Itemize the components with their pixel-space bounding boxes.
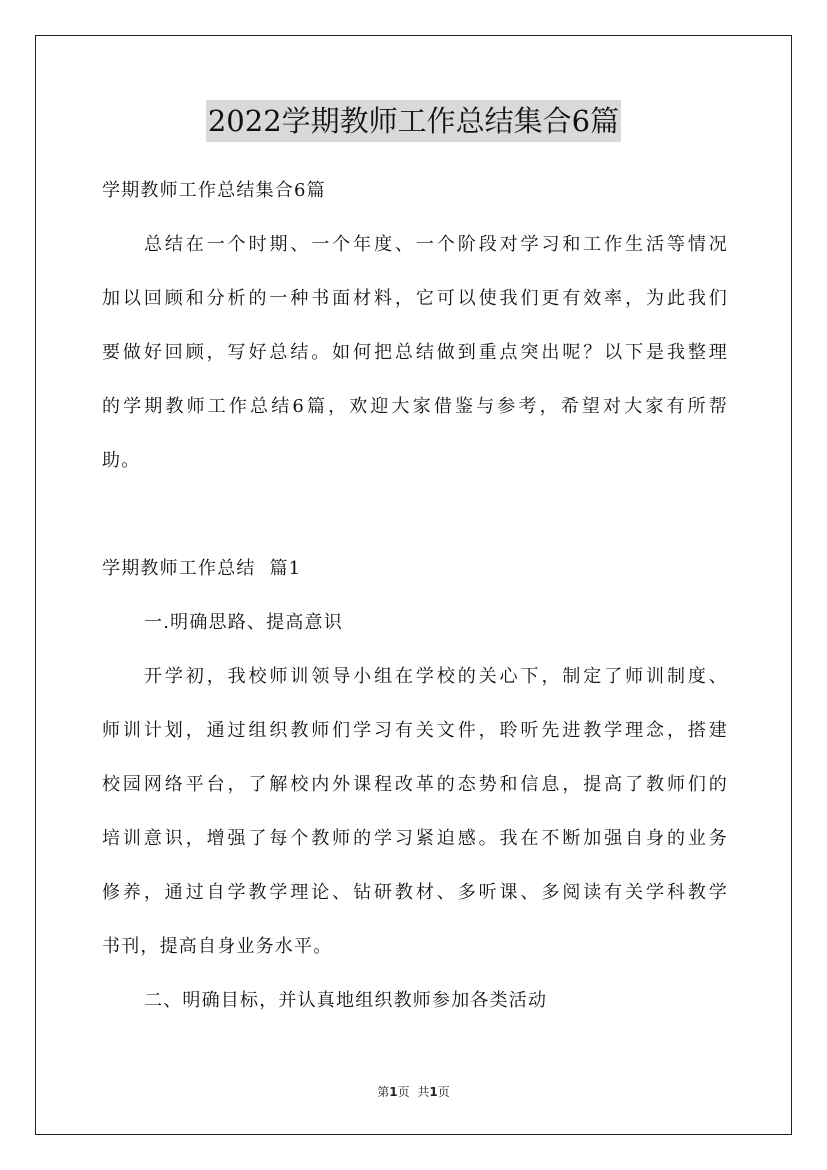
section-heading: 学期教师工作总结 篇1 <box>102 558 302 579</box>
intro-line: 总结在一个时期、一个年度、一个阶段对学习和工作生活等情况 <box>144 234 728 255</box>
paragraph-line: 培训意识，增强了每个教师的学习紧迫感。我在不断加强自身的业务 <box>102 828 728 849</box>
point-heading: 一.明确思路、提高意识 <box>144 612 343 633</box>
total-suffix: 页 <box>437 1085 450 1099</box>
paragraph-line: 师训计划，通过组织教师们学习有关文件，聆听先进教学理念，搭建 <box>102 720 728 741</box>
document-body <box>102 164 728 1028</box>
page-footer <box>0 1083 827 1100</box>
point-heading: 二、明确目标，并认真地组织教师参加各类活动 <box>144 990 548 1011</box>
document-title: 2022学期教师工作总结集合6篇 <box>206 100 621 142</box>
page-number: 1 <box>389 1085 398 1099</box>
total-pages: 1 <box>429 1085 438 1099</box>
paragraph-line: 校园网络平台，了解校内外课程改革的态势和信息，提高了教师们的 <box>102 774 728 795</box>
intro-line: 加以回顾和分析的一种书面材料，它可以使我们更有效率，为此我们 <box>102 288 728 309</box>
paragraph-line: 书刊，提高自身业务水平。 <box>102 936 333 957</box>
title-container <box>0 100 827 142</box>
document-subtitle: 学期教师工作总结集合6篇 <box>102 180 326 201</box>
page-prefix: 第 <box>377 1085 390 1099</box>
intro-line: 助。 <box>102 450 141 471</box>
total-prefix: 共 <box>417 1085 430 1099</box>
intro-line: 要做好回顾，写好总结。如何把总结做到重点突出呢？以下是我整理 <box>102 342 728 363</box>
paragraph-line: 开学初，我校师训领导小组在学校的关心下，制定了师训制度、 <box>144 666 728 687</box>
page-suffix: 页 <box>397 1085 410 1099</box>
spacer <box>102 488 728 542</box>
intro-line: 的学期教师工作总结6篇，欢迎大家借鉴与参考，希望对大家有所帮 <box>102 396 728 417</box>
paragraph-line: 修养，通过自学教学理论、钻研教材、多听课、多阅读有关学科教学 <box>102 882 728 903</box>
